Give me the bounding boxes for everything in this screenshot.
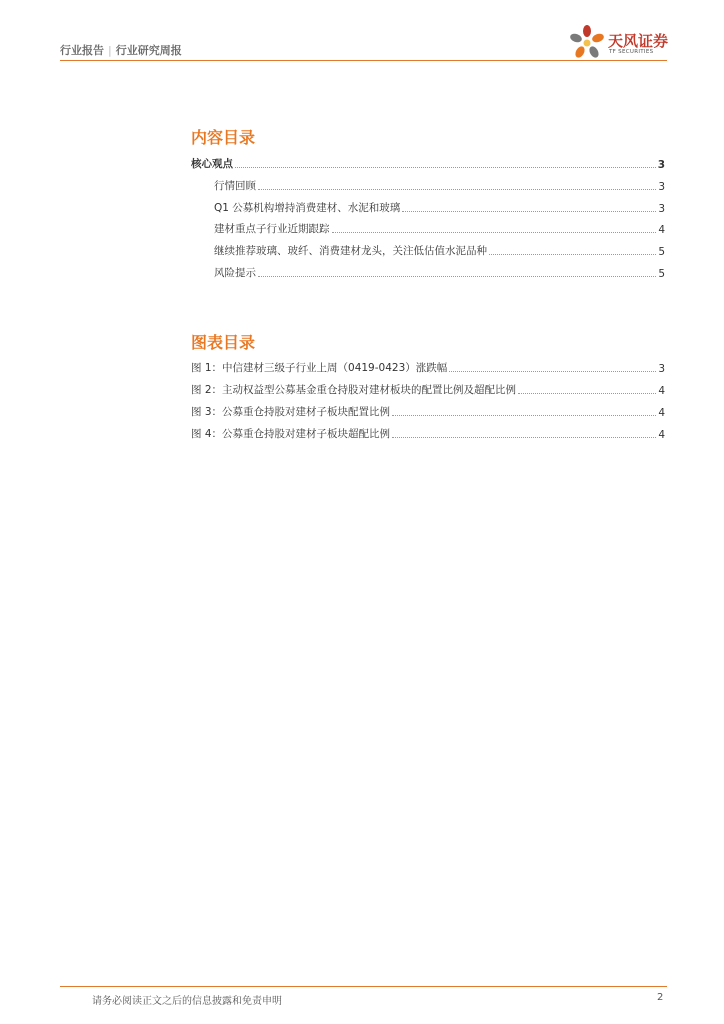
toc-entry[interactable] xyxy=(214,242,665,258)
toc-title: 内容目录 xyxy=(191,128,256,147)
toc-entry-label: 风险提示 xyxy=(214,267,256,279)
figure-entry-page: 4 xyxy=(658,407,665,419)
toc-entry[interactable] xyxy=(214,177,665,193)
toc-entry-label: 核心观点 xyxy=(191,158,233,170)
dot-leader xyxy=(392,436,656,438)
footer-disclaimer: 请务必阅读正文之后的信息披露和免责申明 xyxy=(92,996,282,1007)
header-separator: | xyxy=(108,44,112,57)
report-header xyxy=(60,42,182,58)
toc-entry-label: 建材重点子行业近期跟踪 xyxy=(214,223,330,235)
figure-entry[interactable] xyxy=(191,403,665,419)
toc-entry-label: 行情回顾 xyxy=(214,180,256,192)
figure-entry-page: 4 xyxy=(658,429,665,441)
toc-entry-page: 5 xyxy=(658,246,665,258)
figure-entry[interactable] xyxy=(191,381,665,397)
figure-entry-label: 图 4：公募重仓持股对建材子板块超配比例 xyxy=(191,428,391,440)
toc-entry-page: 3 xyxy=(658,181,665,193)
figure-entry-label: 图 3：公募重仓持股对建材子板块配置比例 xyxy=(191,406,391,418)
toc-entry-label: Q1 公募机构增持消费建材、水泥和玻璃 xyxy=(214,202,401,214)
figure-entry-label: 图 2：主动权益型公募基金重仓持股对建材板块的配置比例及超配比例 xyxy=(191,384,517,396)
toc-entry-label: 继续推荐玻璃、玻纤、消费建材龙头，关注低估值水泥品种 xyxy=(214,245,487,257)
logo-text: 天风证券 xyxy=(608,32,669,50)
flower-logo-icon xyxy=(568,24,606,60)
toc-entry[interactable] xyxy=(214,199,665,215)
header-divider xyxy=(60,60,667,61)
toc-entry[interactable] xyxy=(191,155,665,171)
toc-entry-page: 4 xyxy=(658,224,665,236)
dot-leader xyxy=(489,253,656,255)
figure-entry[interactable] xyxy=(191,425,665,441)
toc-entry[interactable] xyxy=(214,220,665,236)
page-number: 2 xyxy=(657,992,664,1003)
tf-securities-logo xyxy=(568,24,678,60)
dot-leader xyxy=(392,414,656,416)
dot-leader xyxy=(402,210,656,212)
logo-english-text: TF SECURITIES xyxy=(609,49,654,55)
figure-entry-label: 图 1：中信建材三级子行业上周（0419-0423）涨跌幅 xyxy=(191,362,448,374)
toc-entry-page: 3 xyxy=(658,203,665,215)
toc-entry[interactable] xyxy=(214,264,665,280)
dot-leader xyxy=(449,370,656,372)
dot-leader xyxy=(235,166,656,168)
dot-leader xyxy=(258,188,656,190)
report-subcategory: 行业研究周报 xyxy=(115,44,182,57)
figures-title: 图表目录 xyxy=(191,333,256,352)
figure-entry[interactable] xyxy=(191,359,665,375)
dot-leader xyxy=(518,392,656,394)
toc-entry-page: 5 xyxy=(658,268,665,280)
footer-divider xyxy=(60,986,667,987)
dot-leader xyxy=(258,275,656,277)
toc-entry-page: 3 xyxy=(657,159,665,171)
dot-leader xyxy=(332,231,657,233)
figure-entry-page: 4 xyxy=(658,385,665,397)
report-category: 行业报告 xyxy=(60,44,104,57)
figure-entry-page: 3 xyxy=(658,363,665,375)
